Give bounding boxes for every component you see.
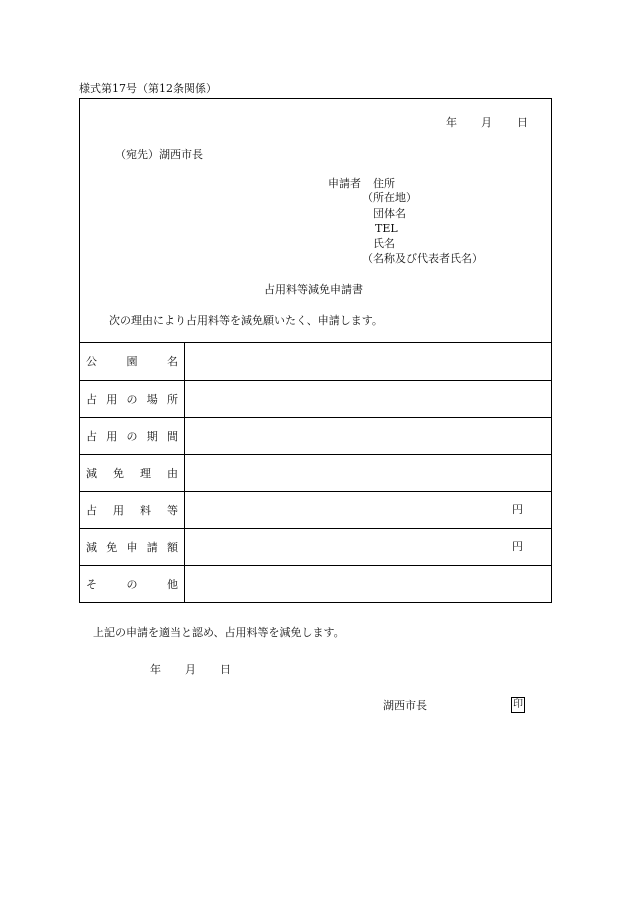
label-occupancy-fee: 占 用 料 等 <box>86 504 178 517</box>
table-column-divider <box>184 343 185 602</box>
requested-exemption-amount-field[interactable] <box>186 530 550 566</box>
date-year-label: 年 <box>446 116 457 129</box>
location-label: （所在地） <box>362 191 417 204</box>
address-label: 住所 <box>373 177 395 190</box>
application-form <box>79 98 552 603</box>
label-occupancy-location: 占 用 の 場 所 <box>86 393 178 406</box>
row-divider <box>80 380 551 381</box>
name-note: （名称及び代表者氏名） <box>362 252 483 265</box>
date-month-label: 月 <box>481 116 492 129</box>
table-top-border <box>80 342 551 343</box>
addressee: （宛先）湖西市長 <box>115 148 203 161</box>
tel-label: TEL <box>375 222 398 235</box>
organization-label: 団体名 <box>373 207 406 220</box>
date-day-label: 日 <box>517 116 528 129</box>
yen-unit: 円 <box>512 503 523 516</box>
other-field[interactable] <box>186 567 550 603</box>
approval-date-year-label: 年 <box>150 663 161 676</box>
park-name-field[interactable] <box>186 344 550 380</box>
approval-signer: 湖西市長 <box>383 699 427 712</box>
label-requested-exemption-amount: 減 免 申 請 額 <box>86 541 178 554</box>
label-other: そ の 他 <box>86 578 178 591</box>
name-label: 氏名 <box>373 237 395 250</box>
form-number: 様式第17号（第12条関係） <box>79 82 217 95</box>
intro-text: 次の理由により占用料等を減免願いたく、申請します。 <box>109 314 383 327</box>
form-title: 占用料等減免申請書 <box>264 283 363 296</box>
approval-statement: 上記の申請を適当と認め、占用料等を減免します。 <box>93 626 345 639</box>
label-park-name: 公 園 名 <box>86 355 178 368</box>
seal-box: 印 <box>511 697 525 713</box>
exemption-reason-field[interactable] <box>186 456 550 492</box>
yen-unit: 円 <box>512 540 523 553</box>
approval-date-day-label: 日 <box>220 663 231 676</box>
label-exemption-reason: 減 免 理 由 <box>86 467 178 480</box>
label-occupancy-period: 占 用 の 期 間 <box>86 430 178 443</box>
occupancy-location-field[interactable] <box>186 382 550 418</box>
occupancy-fee-field[interactable] <box>186 493 550 529</box>
approval-date-month-label: 月 <box>185 663 196 676</box>
occupancy-period-field[interactable] <box>186 419 550 455</box>
applicant-label: 申請者 <box>328 177 361 190</box>
